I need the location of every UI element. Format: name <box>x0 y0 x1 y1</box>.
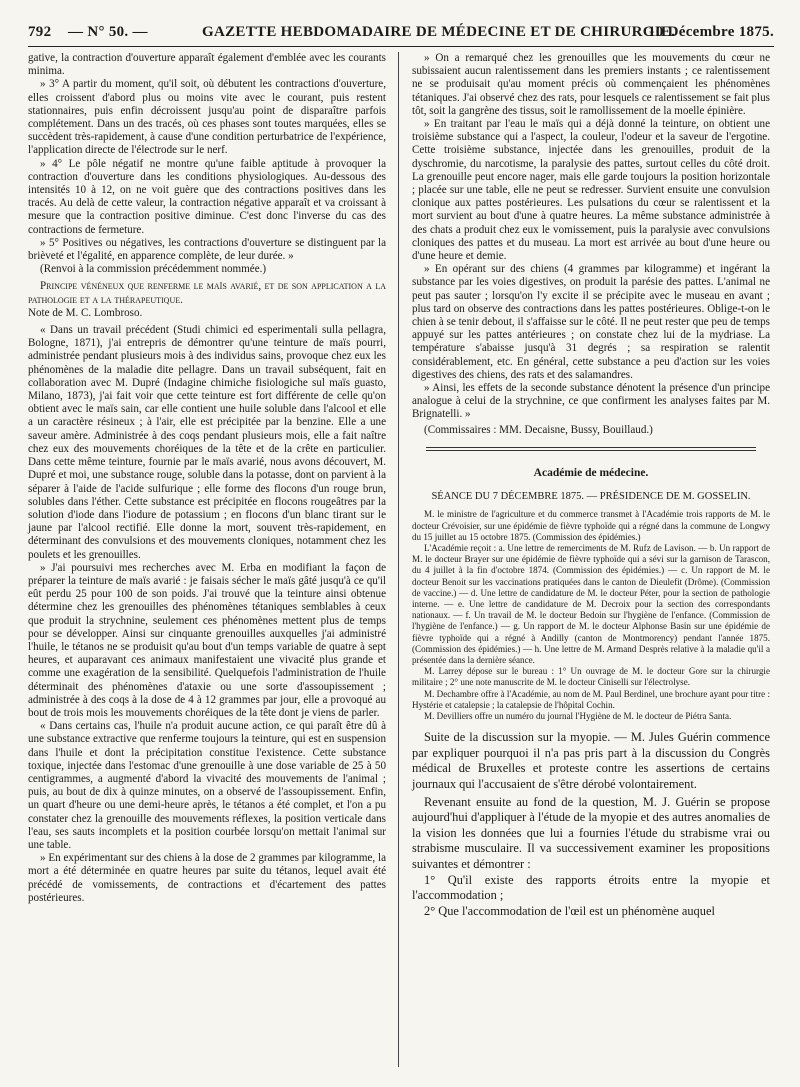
section-divider <box>426 447 756 448</box>
paragraph: » En opérant sur des chiens (4 grammes par kilogramme) et ingérant la substance par les voies digestives, on produit la parésie des pattes. L'animal ne peut pas sauter ; lorsqu'on l'y excite il se précipite avec le museau en avant ; plus tard on observe des contractions dans les pattes postérieures. Oblige-t-on le chien à se tenir debout, il s'affaisse sur le côté. Il ne peut rester que peu de temps appuyé sur les pattes antérieures ; on constate chez lui de la mydriase. La température s'abaisse jusqu'à 31 degrés ; sa respiration se ralentit considérablement, etc. En général, cette substance a peu d'action sur les voies digestives des chiens, des rats et des salamandres. <box>412 263 770 381</box>
newspaper-page <box>28 18 774 1073</box>
paragraph: M. Larrey dépose sur le bureau : 1° Un ouvrage de M. le docteur Gore sur la chirurgie militaire ; 2° une note manuscrite de M. le docteur Ciniselli sur l'électrolyse. <box>412 666 770 688</box>
paragraph: » J'ai poursuivi mes recherches avec M. Erba en modifiant la façon de préparer la teinture de maïs avarié : je faisais sécher le maïs gâté jusqu'à ce qu'il eût perdu 25 pour 100 de son poids. J'ai trouvé que la teinture ainsi obtenue détermine chez les grenouilles des phénomènes tétaniques semblables à ceux que produit la strychnine, seulement ces phénomènes mettent plus de temps pour se développer. Ainsi sur cinquante grenouilles auxquelles j'ai administré l'huile, le tétanos ne se produisit qu'au bout d'un temps variable de quatre à sept heures, et auparavant ces animaux manifestaient une vivacité plus grande et comme une exagération de la sensibilité. Quelquefois l'administration de l'huile déterminait des phénomènes d'ataxie ou une sorte d'assoupissement ; administrée à des coqs à la dose de 4 à 12 grammes par jour, elle a provoqué au bout de trois mois les mouvements choréiques de la tête dont je viens de parler. <box>28 561 386 719</box>
issue-number: — N° 50. — <box>68 24 148 40</box>
paragraph: » En expérimentant sur des chiens à la dose de 2 grammes par kilogramme, la mort a été déterminée en quatre heures par suite du tétanos, lequel avait été précédé de vomissements, de contractions et d'écartement des pattes postérieures. <box>28 852 386 904</box>
proposition: 1° Qu'il existe des rapports étroits entre la myopie et l'accommodation ; <box>412 872 770 903</box>
article-heading: Principe vénéneux que renferme le maïs avarié, et de son application a la pathologie et a la thérapeutique. <box>28 280 386 306</box>
session-heading: SÉANCE DU 7 DÉCEMBRE 1875. — PRÉSIDENCE DE M. GOSSELIN. <box>431 491 751 503</box>
journal-title: GAZETTE HEBDOMADAIRE DE MÉDECINE ET DE CHIRURGIE. <box>202 24 676 40</box>
paragraph: Suite de la discussion sur la myopie. — M. Jules Guérin commence par expliquer pourquoi il n'a pas pris part à la discussion du Congrès médical de Bruxelles et proteste contre les assertions de certains journaux qui l'accusaient de s'être dérobé volontairement. <box>412 730 770 791</box>
paragraph: « Dans un travail précédent (Studi chimici ed esperimentali sulla pellagra, Bologne, 1871), j'ai entrepris de démontrer qu'une teinture de maïs pourri, administrée pendant plusieurs mois à des individus sains, provoque chez eux les phénomènes de la maladie dite pellagre. Dans un travail subséquent, fait en collaboration avec M. Dupré (Indagine chimiche fisiologiche sul maïs guasto, Milano, 1873), j'ai fait voir que cette teinture est fort différente de celle qu'on obtient avec le maïs sain, car elle contient une huile soluble dans l'alcool et elle a un caractère résineux ; à l'air, elle est précipitée par la benzine. Elle a une saveur amère. Administrée à des coqs pendant plusieurs mois, elle a fait naître chez eux des mouvements choréiques de la tête et de la crête en particulier. Dans cette même teinture, fournie par le maïs avarié, nous avons découvert, M. Dupré et moi, une substance rouge, soluble dans la potasse, dont on parvient à la séparer à l'aide de l'acide sulfurique ; elle forme des flocons d'un rouge brun, solubles dans l'éther. Cette substance est précipitée en flocons rougeâtres par la solution d'iode dans l'iodure de potassium ; en flocons d'un blanc tirant sur le jaune par l'alcool rectifié. Elle donne la mort, souvent très-rapidement, en déterminant des convulsions et des mouvements cloniques, notamment chez les poulets et les grenouilles. <box>28 324 386 561</box>
left-column <box>28 52 386 905</box>
section-divider <box>426 450 756 451</box>
paragraph: » Ainsi, les effets de la seconde substance dénotent la présence d'un principe analogue à celui de la strychnine, ce que confirment les analyses faites par M. Brignatelli. » <box>412 382 770 421</box>
right-column <box>412 52 770 919</box>
paragraph: gative, la contraction d'ouverture apparaît également d'emblée avec les courants minima. <box>28 52 386 78</box>
paragraph: » On a remarqué chez les grenouilles que les mouvements du cœur ne subissaient aucun ralentissement dans les premiers instants ; ce ralentissement ne se produisait qu'au moment précis où commençaient les phénomènes tétaniques. J'ai observé chez des rats, pour lesquels ce ralentissement se fait plus tôt, soit la gangrène des tissus, soit le ramollissement de la moelle épinière. <box>412 52 770 117</box>
paragraph: « Dans certains cas, l'huile n'a produit aucune action, ce qui paraît être dû à une substance extractive que renferme toujours la teinture, qui est en suspension dans l'huile et dont la précipitation constitue l'existence. Cette substance toxique, injectée dans l'estomac d'une grenouille à une dose variable de 25 à 50 centigrammes, a augmenté d'abord la vivacité des mouvements de l'animal ; puis, au bout de dix à quinze minutes, on a observé de l'assoupissement. Enfin, un quart d'heure ou une demi-heure après, le tétanos a été complet, et l'on a pu constater chez la grenouille des mouvements réflexes, la position verticale dans l'eau, ses sauts incomplets et la position courbée lorsqu'on mettait l'animal sur une table. <box>28 720 386 851</box>
paragraph: M. Devilliers offre un numéro du journal l'Hygiène de M. le docteur de Piétra Santa. <box>424 710 732 721</box>
article-byline: Note de M. C. Lombroso. <box>28 306 143 319</box>
proposition: 2° Que l'accommodation de l'œil est un phénomène auquel <box>424 903 715 918</box>
page-header <box>28 18 774 47</box>
commission-note: (Commissaires : MM. Decaisne, Bussy, Bouillaud.) <box>424 423 653 436</box>
paragraph: » 3° A partir du moment, qu'il soit, où débutent les contractions d'ouverture, elles croissent d'abord plus ou moins vite avec le courant, puis restent stationnaires, puis enfin décroissent jusqu'au point de disparaître parfois complétement. Dans un des tracés, où ces phases sont toutes marquées, elles se succèdent très-rapidement, à cause d'une condition perturbatrice de l'expérience, l'application directe de l'électrode sur le nerf. <box>28 78 386 157</box>
correspondence-block <box>412 509 770 722</box>
discussion-block <box>412 730 770 919</box>
column-rule <box>398 52 399 1067</box>
paragraph: » En traitant par l'eau le maïs qui a déjà donné la teinture, on obtient une troisième substance qui a l'aspect, la couleur, l'odeur et la saveur de l'ergotine. Cette troisième substance, injectée dans les grenouilles, produit de la dyschromie, du narcotisme, la paralysie des pattes, surtout celles du côté droit. La grenouille peut encore nager, mais elle garde toujours la position horizontale ; placée sur une table, elle ne peut se redresser. Survient ensuite une convulsion clonique aux pattes postérieures. Les pulsations du cœur se ralentissent et la mort survient au bout d'une à quatre heures. La même substance administrée à des chats a produit chez eux le vomissement, puis la paralysie avec convulsions cloniques des pattes et du museau. La mort est arrivée au bout d'une heure ou d'une heure et demie. <box>412 118 770 263</box>
paragraph: (Renvoi à la commission précédemment nommée.) <box>40 263 267 276</box>
page-number: 792 <box>28 24 52 40</box>
issue-date: 10 Décembre 1875. <box>647 24 774 40</box>
paragraph: Revenant ensuite au fond de la question, M. J. Guérin se propose aujourd'hui d'appliquer à l'étude de la myopie et des autres anomalies de la vision les données que lui a fournies l'étude du strabisme vrai ou strabisme musculaire. Il va successivement examiner les propositions suivantes et démontrer : <box>412 794 770 871</box>
paragraph: L'Académie reçoit : a. Une lettre de remerciments de M. Rufz de Lavison. — b. Un rapport de M. le docteur Brayer sur une épidémie de fièvre typhoïde qui a sévi sur la garnison de Tarascon, du 4 juillet à la fin d'octobre 1874. (Commission des épidémies.) — c. Un rapport de M. le docteur Benoit sur les vaccinations pratiquées dans le canton de Dieulefit (Drôme). (Commission de vaccine.) — d. Une lettre de candidature de M. le docteur Péter, pour la section de pathologie interne. — e. Une lettre de candidature de M. Decroix pour la section des correspondants nationaux. — f. Un travail de M. le docteur Bedoin sur l'hygiène de l'enfance. (Commission de l'hygiène de l'enfance.) — g. Un rapport de M. le docteur Alphonse Basin sur une épidémie de fièvre typhoïde qui a régné à Andilly (canton de Montmorency) pendant l'année 1875. (Commission des épidémies.) — h. Une lettre de M. Armand Desprès relative à la maladie qu'il a présentée dans la dernière séance. <box>412 542 770 665</box>
section-title: Académie de médecine. <box>533 466 649 479</box>
paragraph: M. Dechambre offre à l'Académie, au nom de M. Paul Berdinel, une brochure ayant pour titre : Hystérie et catalepsie ; la catalepsie de l'hôpital Cochin. <box>412 688 770 710</box>
paragraph: » 5° Positives ou négatives, les contractions d'ouverture se distinguent par la brièveté et l'égalité, en apparence complète, de leur durée. » <box>28 236 386 263</box>
paragraph: » 4° Le pôle négatif ne montre qu'une faible aptitude à provoquer la contraction d'ouverture dans les conditions physiologiques. Au-dessous des intensités 10 à 12, on ne voit guère que des contractions positives dans les tracés. Au delà de cette valeur, la contraction négative apparaît et va croissant à mesure que la contraction positive diminue. C'est donc l'inverse du cas des contractions de fermeture. <box>28 157 386 236</box>
paragraph: M. le ministre de l'agriculture et du commerce transmet à l'Académie trois rapports de M. le docteur Crévoisier, sur une épidémie de fièvre typhoïde qui a régné dans la commune de Longwy du 15 juillet au 15 octobre 1875. (Commission des épidémies.) <box>412 509 770 542</box>
